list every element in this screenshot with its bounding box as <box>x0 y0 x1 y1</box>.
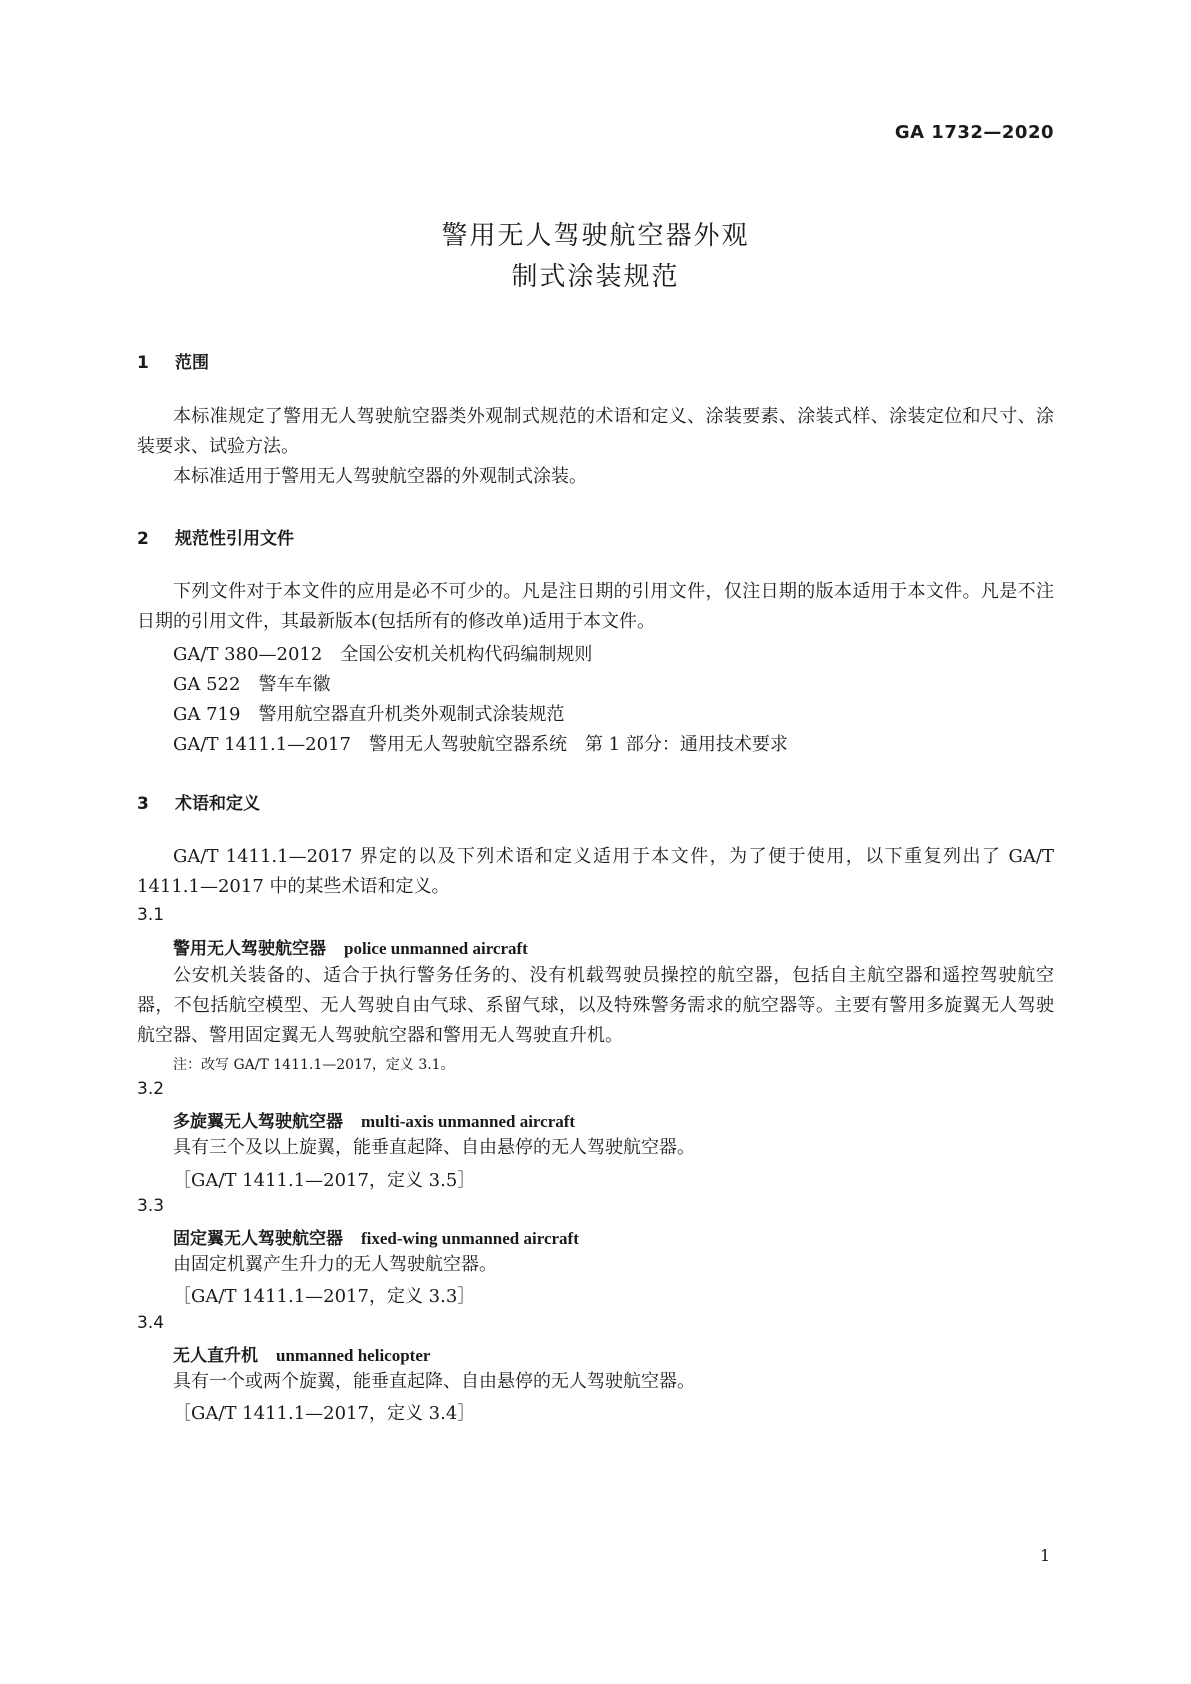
term-chinese: 多旋翼无人驾驶航空器 <box>173 1112 343 1132</box>
term-source: ［GA/T 1411.1—2017，定义 3.5］ <box>173 1170 476 1191</box>
term-definition: 由固定机翼产生升力的无人驾驶航空器。 <box>173 1254 497 1275</box>
normative-reference: GA 719 警用航空器直升机类外观制式涂装规范 <box>173 704 565 725</box>
term-chinese: 无人直升机 <box>173 1346 258 1366</box>
section-2-heading <box>137 524 294 549</box>
term-english: multi-axis unmanned aircraft <box>361 1112 576 1131</box>
term-heading <box>173 1341 430 1366</box>
term-english: police unmanned aircraft <box>344 939 528 958</box>
term-number: 3.2 <box>137 1079 165 1099</box>
section-1-paragraph-2: 本标准适用于警用无人驾驶航空器的外观制式涂装。 <box>173 466 587 487</box>
term-source: ［GA/T 1411.1—2017，定义 3.3］ <box>173 1286 476 1307</box>
normative-reference: GA/T 1411.1—2017 警用无人驾驶航空器系统 第 1 部分：通用技术要求 <box>173 734 788 755</box>
term-heading <box>173 1224 579 1249</box>
term-number: 3.4 <box>137 1313 165 1333</box>
normative-reference: GA 522 警车车徽 <box>173 674 331 695</box>
term-definition: 具有一个或两个旋翼，能垂直起降、自由悬停的无人驾驶航空器。 <box>173 1371 695 1392</box>
term-number: 3.1 <box>137 905 165 925</box>
term-heading <box>173 934 528 959</box>
term-chinese: 固定翼无人驾驶航空器 <box>173 1229 343 1249</box>
section-title: 规范性引用文件 <box>175 529 294 549</box>
page-number: 1 <box>1040 1546 1051 1565</box>
section-1-heading <box>137 348 209 373</box>
section-number: 2 <box>137 529 149 549</box>
document-title-line2: 制式涂装规范 <box>511 262 680 292</box>
section-1-paragraph-1: 本标准规定了警用无人驾驶航空器类外观制式规范的术语和定义、涂装要素、涂装式样、涂装定位和尺寸、涂装要求、试验方法。 <box>137 406 1054 457</box>
term-heading <box>173 1107 575 1132</box>
document-title-line1: 警用无人驾驶航空器外观 <box>441 221 750 251</box>
normative-reference: GA/T 380—2012 全国公安机关机构代码编制规则 <box>173 644 593 665</box>
section-3-intro: GA/T 1411.1—2017 界定的以及下列术语和定义适用于本文件，为了便于使用，以下重复列出了 GA/T 1411.1—2017 中的某些术语和定义。 <box>137 846 1054 897</box>
term-english: fixed-wing unmanned aircraft <box>361 1229 579 1248</box>
section-title: 范围 <box>175 353 209 373</box>
term-definition: 具有三个及以上旋翼，能垂直起降、自由悬停的无人驾驶航空器。 <box>173 1137 695 1158</box>
standard-number: GA 1732—2020 <box>894 122 1054 143</box>
term-definition: 公安机关装备的、适合于执行警务任务的、没有机载驾驶员操控的航空器，包括自主航空器和遥控驾驶航空器，不包括航空模型、无人驾驶自由气球、系留气球，以及特殊警务需求的航空器等。主要有警用多旋翼无人驾驶航空器、警用固定翼无人驾驶航空器和警用无人驾驶直升机。 <box>137 965 1054 1046</box>
section-3-heading <box>137 789 260 814</box>
section-number: 1 <box>137 353 149 373</box>
term-note: 注：改写 GA/T 1411.1—2017，定义 3.1。 <box>173 1057 455 1073</box>
section-2-paragraph-1: 下列文件对于本文件的应用是必不可少的。凡是注日期的引用文件，仅注日期的版本适用于本文件。凡是不注日期的引用文件，其最新版本(包括所有的修改单)适用于本文件。 <box>137 581 1054 632</box>
term-chinese: 警用无人驾驶航空器 <box>173 939 326 959</box>
term-english: unmanned helicopter <box>276 1346 431 1365</box>
section-number: 3 <box>137 794 149 814</box>
term-source: ［GA/T 1411.1—2017，定义 3.4］ <box>173 1403 476 1424</box>
term-number: 3.3 <box>137 1196 165 1216</box>
section-title: 术语和定义 <box>175 794 260 814</box>
